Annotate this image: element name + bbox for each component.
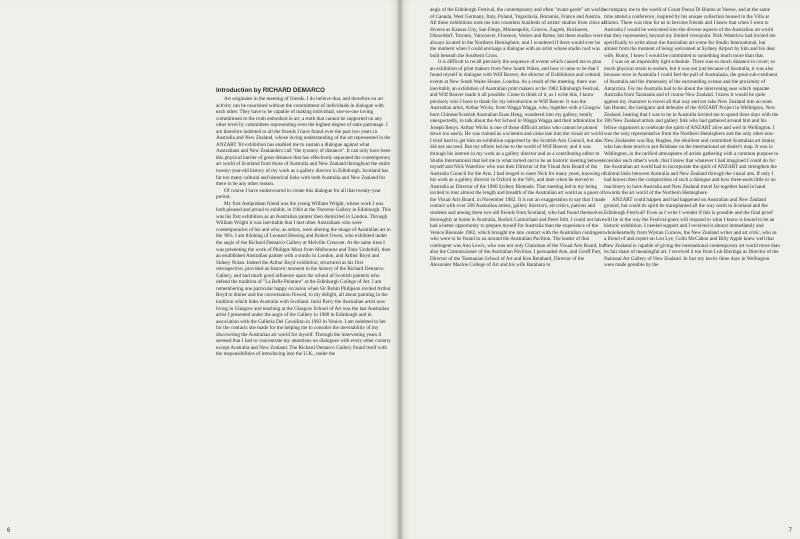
right-page-column-1 <box>430 7 606 529</box>
introduction-heading: Introduction by RICHARD DEMARCO <box>216 87 325 94</box>
page-number-right: 7 <box>788 528 792 534</box>
right-page-column-2 <box>604 7 780 529</box>
paragraph: I was on an impossibly tight schedule. There was so much distance to cover; so much physical strain to endure, but it was not just because of Australia, it was also because once in Australia I could feel the pull of Australasia, the great sub-continent of Australia and the immensity of the surrounding oceans and the proximity of Antarctica. For me Australia had to be about the intervening seas which separate Australia from Tasmania and of course New Zealand. I knew it would be quite against my character to travel all that way and not take New Zealand into account. Ian Hunter, the instigator and defender of the ANZART Project in Wellington, New Zealand, hearing that I was to be in Australia invited me to spend three days with the 300 New Zealand artists and gallery folk who had gathered around him and his fellow organisers to celebrate the spirit of ANZART alive and well in Wellington. I was the only representative from the Northern Hemisphere and the only other non-New Zealander was Ray Hughes, the ebullient and committed Australian art dealer, who has done much to put Brisbane on the international art dealer's map. It was in Wellington, in the rarified atmosphere of artists gathering with a common purpose to consider each other's work, that I knew that whatever I had imagined I could do for the Australian art world had to incorporate the spirit of ANZART and strengthen the cultural links between Australia and New Zealand through the visual arts. If only I had known then the complexities of such a dialogue and how three-easts little or no machinery to have Australia and New Zealand travel far together hand in hand towards the art world of the Northern Hemisphere. <box>604 59 779 197</box>
page-number-left: 6 <box>7 528 11 534</box>
left-page <box>0 0 398 539</box>
paragraph: It is difficult to recall precisely the sequence of events which caused me to plan an exhibition of print makers from New South Wales, and how it came to be that I found myself in dialogue with Wilf Beaver, the director of Exhibitions and cultural events at New South Wales House, London. As a result of the meeting, there was inevitably an exhibition of Australian print makers at the 1982 Edinburgh Festival, and Wilf Beaver made it all possible. Come to think of it, as I write this, I know precisely who I have to thank for my introduction to Wilf Beaver. It was the Australian artist, Arthur Wicks, from Wagga Wagga, who, together with a Glasgow born Chinese/Scottish Australian Euan Heng, wandered into my gallery, totally unexpectedly, to talk about the Art School in Wagga Wagga and their admiration for Joseph Beuys. Arthur Wicks is one of those difficult artists who cannot be pinned down too easily. He was trained as a scientist and came late into the visual art world. I tried hard to get him an exhibition supported by the Scottish Arts Council, but alas did not succeed. But my efforts led me to the world of Wilf Beaver, and it was through his interest in my work as a gallery director and as a contributing editor to Studio International that led me to what turned out to be an historic meeting between myself and Nick Waterlow who was then Director of the Visual Arts Board of the Australia Council for the Arts. I had longed to meet Nick for many years, knowing of his work as a gallery director in Oxford in the '60's, and later when he moved to Australia as Director of the 1980 Sydney Biennale. That meeting led to my being invited to tour almost the length and breadth of the Australian art world as a guest of the Visual Arts Board, in November 1982. It is not an exaggeration to say that I made contact with over 500 Australian artists, gallery directors, art critics, patrons and students and among them two old friends from Scotland, who had found themselves thoroughly at home in Australia, Rodick Carmichael and Peter Stitt. I could not have had a better opportunity to prepare myself for Australia than the experience of the Venice Biennale 1982, which brought me into contact with the Australian contingent who were to be found in an around the Australian Pavilion. The leader of that contingent was Ann Lewis, who was not only Chairman of the Visual Arts Board, but also the Commissioner of the Australian Pavilion. I persuaded Ann, and Geoff Parr, Director of the Tasmanian School of Art and Ken Reinhard, Director of the Alexander Mackie College of Art and his wife Barabara to <box>430 59 606 269</box>
paragraph: Art originates in the meeting of friends. I do believe that, and therefore no art activity can be nourished without the commitment of individuals in dialogue with each other. They have to be capable of making individual, one-to-one loving commitment to the truth embodied in art, a truth that cannot be supported on any other level by committees representing even the highest degree of state patronage. I am therefore indebted to all the friends I have found over the past two years in Australia and New Zealand, whose loving understanding of the art represented in the ANZART '84 exhibition has enabled me to sustain a dialogue against what Australians and New Zealanders call "the tyranny of distance". It can only have been this physical barrier of great distance that has effectively separated the contemporary art world of Scotland from those of Australia and New Zealand throughout the entire twenty-year-old history of my work as a gallery director in Edinburgh. Scotland has far too many cultural and historical links with both Australia and New Zealand for there to be any other reason. <box>216 96 391 188</box>
paragraph: My first Antipodean friend was the young William Wright, whose work I was both pleased and proud to exhibit, in 1964 at the Traverse Gallery in Edinburgh. This was his first exhibition as an Australian painter then domiciled in London. Through William Wright it was inevitable that I met other Australians who were contemporaries of his and who, as artists, were altering the image of Australian art in the '60's. I am thinking of Leonard Hessing and Robert Owen, who exhibited under the aegis of the Richard Demarco Gallery at Melville Crescent. At the same time I was presenting the work of Philippe Mora from Melbourne and Tony Underhill, then an established Australian painter with a studio in London, and Arthur Boyd and Sidney Nolan. Indeed the Arthur Boyd exhibition, structured as his first retrospective, provided an historic moment in the history of the Richard Demarco Gallery, and had much good influence upon the school of Scottish painters who defend the tradition of "La Belle Peinture" at the Edinburgh College of Art. I am remembering one particular happy occasion when Sir Robin Philipson invited Arthur Boyd to dinner and the conversation flowed, to my delight, all about painting in the tradition which links Australia with Scotland. Jacki Parry the Australian artist now living in Glasgow and teaching at the Glasgow School of Art was the last Australian artist I presented under the aegis of the Gallery in 1980 in Edinburgh and in association with the Galleria Del Cavallino in 1983 in Venice. I am indebted to her for the contacts she made for me helping me to consider the inevitability of my discovering the Australian art world for myself. Through the intervening years it seemed that I had to concentrate my attentions on dialogues with every other country except Australia and New Zealand. The Richard Demarco Gallery found itself with the responsibilities of introducing into the U.K., under the <box>216 200 391 358</box>
left-page-column <box>216 87 392 531</box>
right-page <box>402 0 800 539</box>
paragraph: ANZART could happen and had happened on Australian and New Zealand ground, but could its spirit be transplanted all the way north to Scotland and the Edinburgh Festival? Even as I write I wonder if this is possible and the final proof will be in the way the Festival-goers will respond to what I know is bound to be an historic exhibition. I needed support and I received it almost immediately and wholeheartedly from Wystan Curnow, the New Zealand writer and art critic, who as a friend of and expert on Len Lye, Colin McCahon and Billy Apple knew well that New Zealand is capable of giving the international contemporary art world more than its fair share of meaningful art. I received it too from Luit Bieringa as Director of the National Art Gallery of New Zealand. In fact my hectic three days in Wellington were made possible by the <box>604 196 780 269</box>
paragraph: Of course I have endeavoured to create this dialogue for all that twenty-year period. <box>216 187 381 201</box>
paragraph: accompany me to the world of Count Panza Di Biumo at Varese, and at the same time attend a conference, inspired by his unique collection housed in the Villa at Biumo. There was time for us to become friends and I knew that when I went to Australia I would be welcomed into the diverse aspects of the Australian art world that they represented, beyond my limited viewpoint. Nick Waterlow had invited me specifically to write about the Australian art scene for Studio International, but almost from the moment of being welcomed at Sydney Airport by him and his dear wife, Romy, I knew I would be committed to something much more than that. <box>604 7 776 59</box>
paragraph: aegis of the Edinburgh Festival, the contemporary and often "avant-garde" art worlds of Canada, West Germany, Italy, Poland, Yugoslavia, Romania, France and Austria. All these exhibitions took me into countless hundreds of artists' studios from cities as diverse as Kansas City, San Diego, Minneapolis, Cracow, Zagreb, Bucharest, Düsseldorf, Toronto, Vancouver, Florence, Venice and Rome, but these studios were always located in the Northern Hemisphere, and I wondered if there would ever be the moment when I could envisage a dialogue with an artist whose studio roof was built beneath the Southern Cross. <box>430 7 606 59</box>
